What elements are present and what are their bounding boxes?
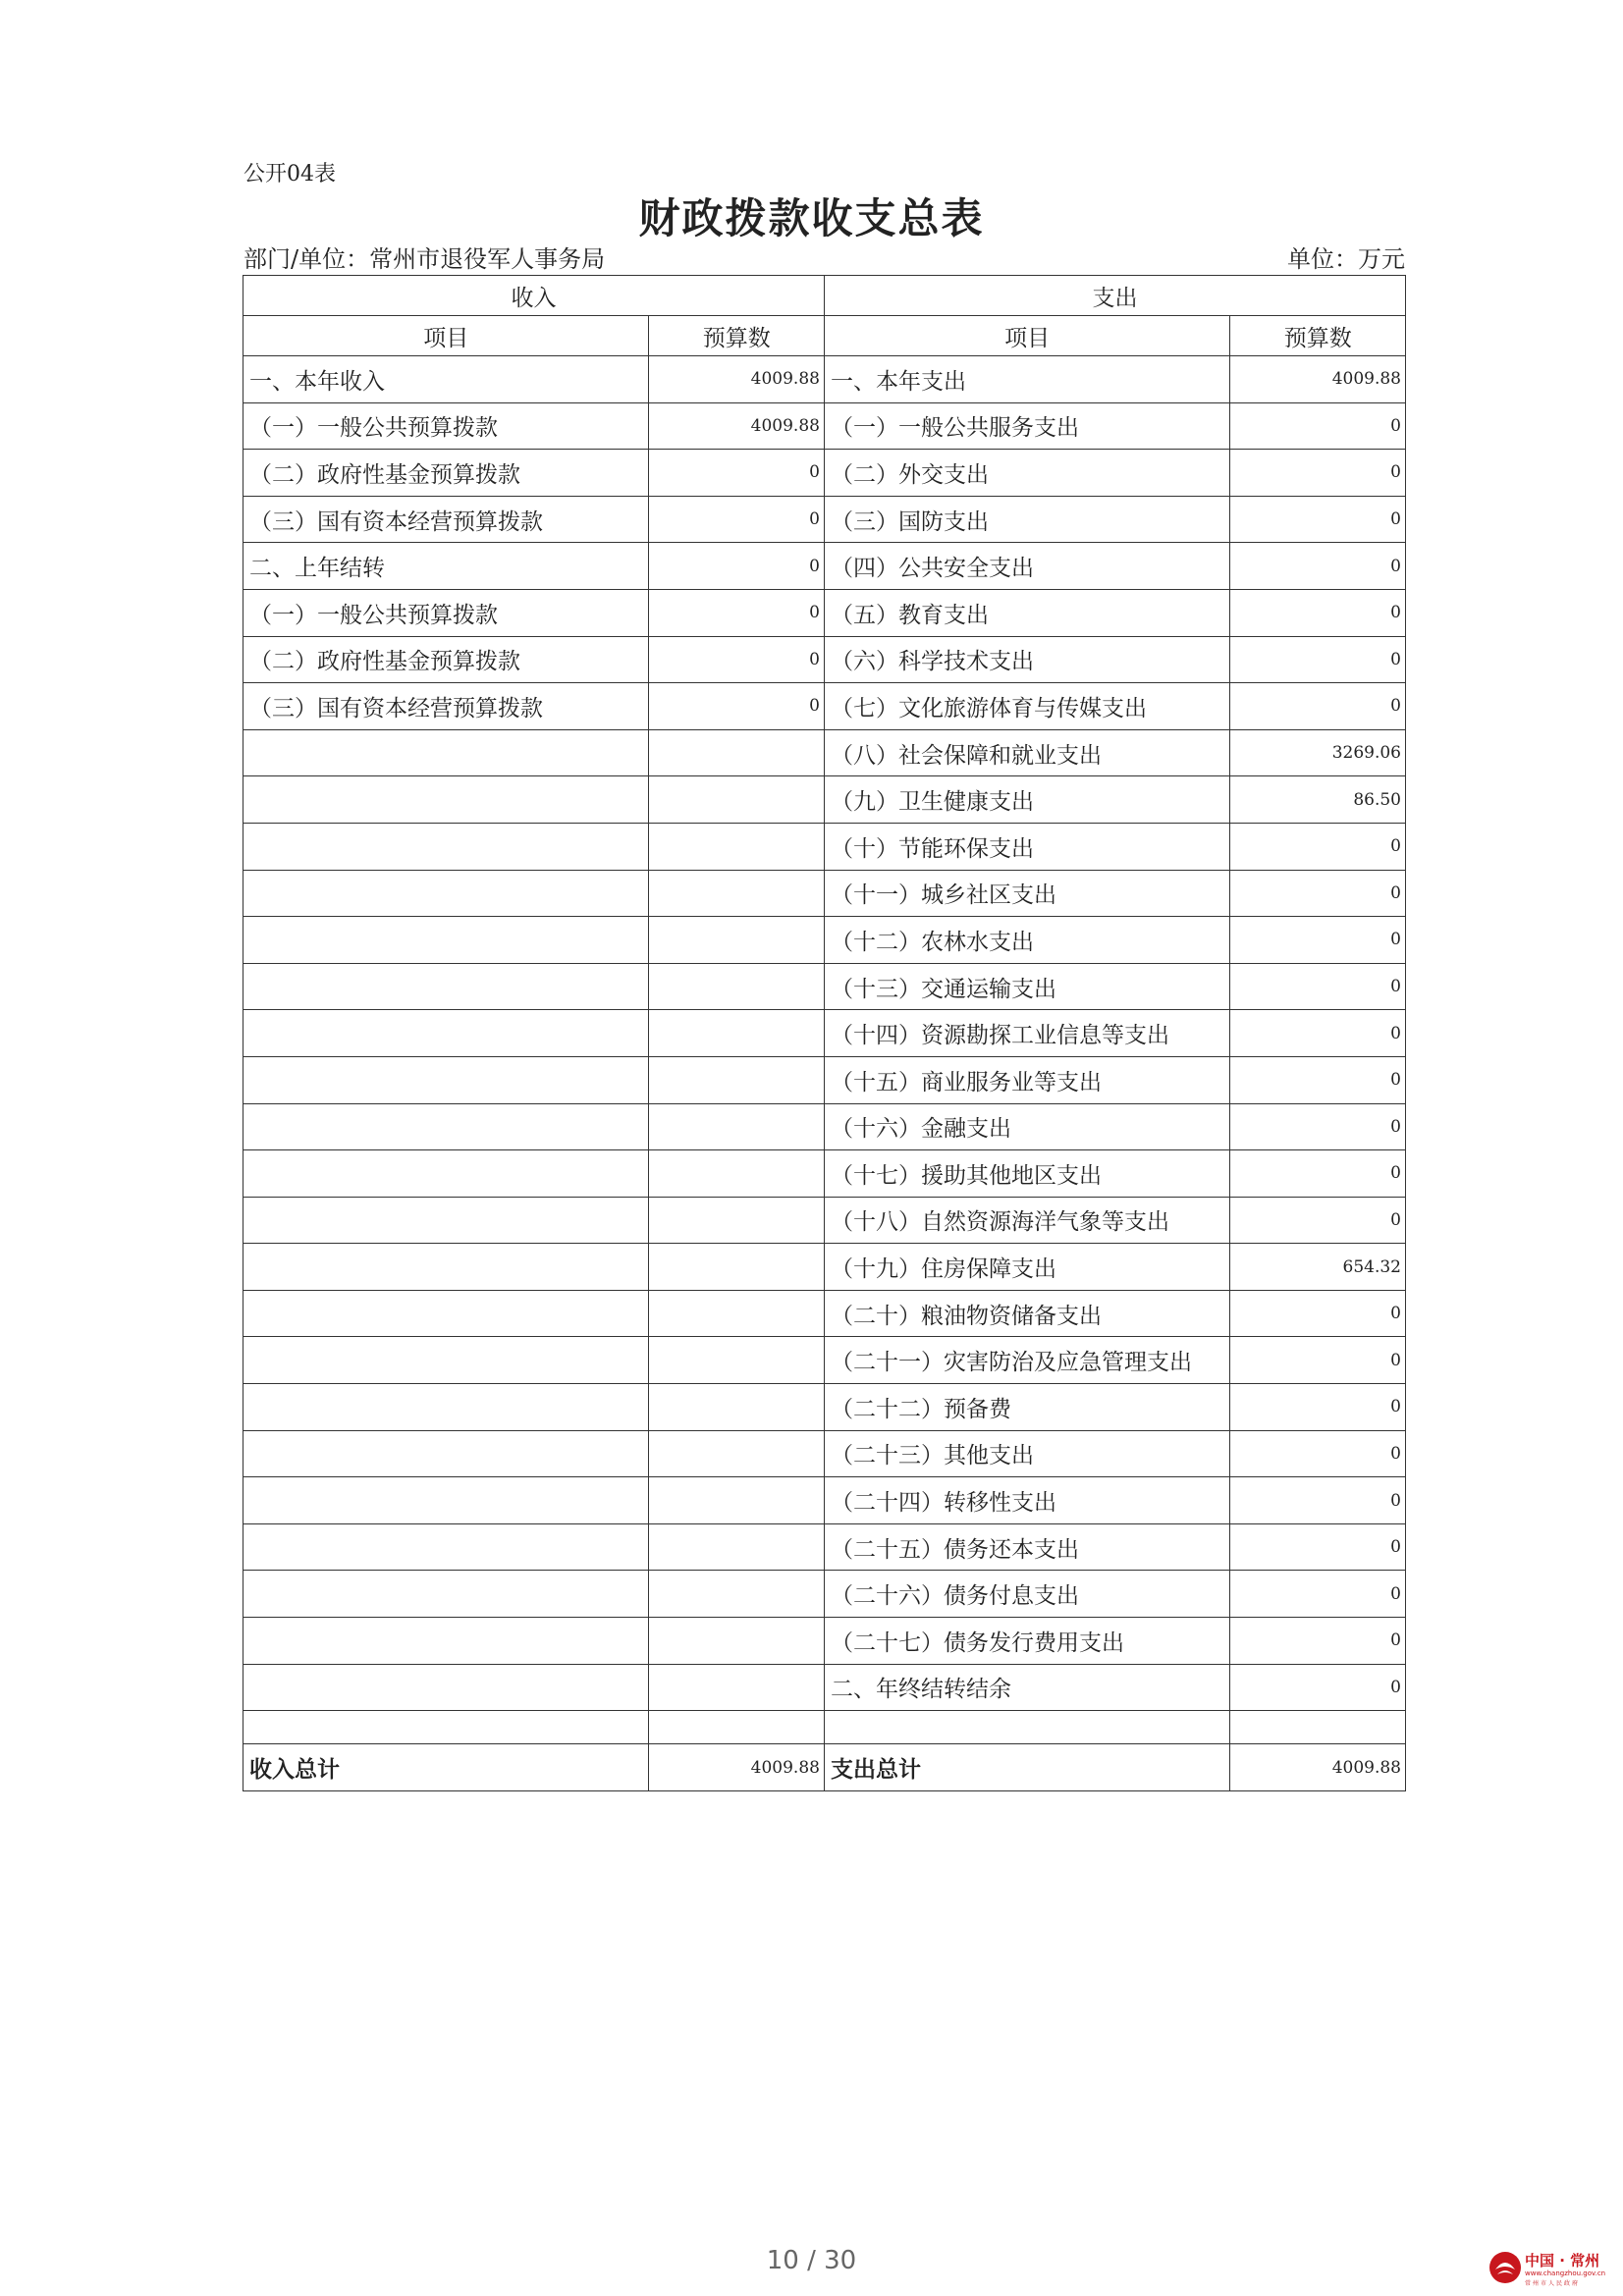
table-body (243, 276, 1406, 1791)
income-item-cell (243, 1010, 649, 1057)
income-amount-cell: 0 (649, 543, 825, 590)
table-row (243, 496, 1406, 543)
income-amount-cell: 0 (649, 496, 825, 543)
expense-item-cell: （十八）自然资源海洋气象等支出 (824, 1197, 1229, 1244)
income-amount-cell (649, 1197, 825, 1244)
income-amount-cell: 4009.88 (649, 402, 825, 450)
expense-amount-cell: 0 (1230, 1664, 1406, 1711)
expense-amount-cell: 0 (1230, 1290, 1406, 1337)
income-item-header: 项目 (243, 316, 649, 356)
table-row (243, 963, 1406, 1010)
page-number: 10 / 30 (766, 2246, 857, 2275)
income-amount-cell (649, 1290, 825, 1337)
expense-item-cell: 二、年终结转结余 (824, 1664, 1229, 1711)
table-row (243, 1197, 1406, 1244)
expense-item-cell: （九）卫生健康支出 (824, 776, 1229, 824)
table-row (243, 683, 1406, 730)
income-item-cell: （二）政府性基金预算拨款 (243, 450, 649, 497)
income-amount-cell: 0 (649, 589, 825, 636)
table-row (243, 1477, 1406, 1524)
expense-amount-cell: 0 (1230, 1197, 1406, 1244)
income-item-cell: 二、上年结转 (243, 543, 649, 590)
budget-table (243, 275, 1406, 1791)
expense-amount-cell: 0 (1230, 1056, 1406, 1103)
expense-amount-cell: 0 (1230, 543, 1406, 590)
income-item-cell (243, 1337, 649, 1384)
expense-amount-cell: 0 (1230, 1430, 1406, 1477)
income-amount-cell: 0 (649, 636, 825, 683)
income-amount-cell (649, 1664, 825, 1711)
table-row (243, 356, 1406, 403)
table-row (243, 450, 1406, 497)
income-item-cell (243, 963, 649, 1010)
income-amount-cell (649, 1430, 825, 1477)
expense-item-cell: （五）教育支出 (824, 589, 1229, 636)
table-row (243, 823, 1406, 870)
expense-item-cell: （十六）金融支出 (824, 1103, 1229, 1150)
expense-item-cell: （二十三）其他支出 (824, 1430, 1229, 1477)
expense-item-cell: （十）节能环保支出 (824, 823, 1229, 870)
logo-tagline: 常州市人民政府 (1525, 2280, 1581, 2287)
income-item-cell (243, 729, 649, 776)
income-amount-cell (649, 1384, 825, 1431)
table-row (243, 543, 1406, 590)
expense-item-cell: （三）国防支出 (824, 496, 1229, 543)
income-item-cell (243, 1244, 649, 1291)
expense-item-cell: （二十四）转移性支出 (824, 1477, 1229, 1524)
table-row (243, 1010, 1406, 1057)
expense-item-cell: （二十七）债务发行费用支出 (824, 1618, 1229, 1665)
expense-item-cell: （一）一般公共服务支出 (824, 402, 1229, 450)
expense-item-cell: （十五）商业服务业等支出 (824, 1056, 1229, 1103)
expense-amount-cell: 4009.88 (1230, 356, 1406, 403)
expense-item-cell: （二十二）预备费 (824, 1384, 1229, 1431)
expense-item-cell: （二十五）债务还本支出 (824, 1523, 1229, 1571)
expense-amount-cell: 0 (1230, 496, 1406, 543)
income-group-header: 收入 (243, 276, 825, 316)
table-row (243, 1337, 1406, 1384)
expense-item-cell: （二十六）债务付息支出 (824, 1571, 1229, 1618)
income-item-cell (243, 1430, 649, 1477)
income-amount-cell (649, 776, 825, 824)
expense-amount-cell: 0 (1230, 917, 1406, 964)
expense-item-cell: （七）文化旅游体育与传媒支出 (824, 683, 1229, 730)
expense-item-cell: （二）外交支出 (824, 450, 1229, 497)
expense-item-cell: （十七）援助其他地区支出 (824, 1150, 1229, 1198)
column-header-row (243, 316, 1406, 356)
income-item-cell: （一）一般公共预算拨款 (243, 402, 649, 450)
table-row (243, 1056, 1406, 1103)
expense-item-cell: （十四）资源勘探工业信息等支出 (824, 1010, 1229, 1057)
income-amount-cell (649, 1010, 825, 1057)
income-amount-cell (649, 1103, 825, 1150)
expense-item-cell: 一、本年支出 (824, 356, 1229, 403)
income-amount-cell (649, 1523, 825, 1571)
expense-group-header: 支出 (824, 276, 1405, 316)
expense-amount-cell: 0 (1230, 450, 1406, 497)
income-amount-cell (649, 1337, 825, 1384)
table-row (243, 589, 1406, 636)
page-title: 财政拨款收支总表 (638, 194, 985, 242)
expense-amount-cell: 0 (1230, 1618, 1406, 1665)
table-row (243, 870, 1406, 917)
table-row (243, 1150, 1406, 1198)
expense-amount-cell: 0 (1230, 870, 1406, 917)
table-row (243, 1384, 1406, 1431)
logo-emblem-icon (1488, 2250, 1523, 2285)
blank-cell (243, 1711, 649, 1744)
blank-cell (824, 1711, 1229, 1744)
logo-url: www.changzhou.gov.cn (1525, 2269, 1606, 2277)
income-amount-cell (649, 963, 825, 1010)
income-item-cell (243, 870, 649, 917)
table-row (243, 1103, 1406, 1150)
income-item-cell (243, 1290, 649, 1337)
income-amount-cell (649, 1150, 825, 1198)
income-amount-cell: 0 (649, 450, 825, 497)
income-amount-cell (649, 729, 825, 776)
income-item-cell (243, 1618, 649, 1665)
income-item-cell: （一）一般公共预算拨款 (243, 589, 649, 636)
income-amount-cell (649, 917, 825, 964)
logo-text: 中国 · 常州 (1525, 2252, 1600, 2269)
expense-amount-cell: 0 (1230, 963, 1406, 1010)
income-item-cell (243, 1056, 649, 1103)
income-amount-cell (649, 1477, 825, 1524)
blank-row (243, 1711, 1406, 1744)
expense-item-cell: （二十一）灾害防治及应急管理支出 (824, 1337, 1229, 1384)
table-row (243, 1290, 1406, 1337)
table-row (243, 1430, 1406, 1477)
income-item-cell (243, 776, 649, 824)
income-amount-cell (649, 823, 825, 870)
expense-item-cell: （十三）交通运输支出 (824, 963, 1229, 1010)
income-amount-cell (649, 870, 825, 917)
expense-amount-cell: 0 (1230, 1384, 1406, 1431)
group-header-row (243, 276, 1406, 316)
expense-item-cell: （十二）农林水支出 (824, 917, 1229, 964)
income-item-cell (243, 1523, 649, 1571)
expense-amount-cell: 654.32 (1230, 1244, 1406, 1291)
expense-total-amount: 4009.88 (1230, 1744, 1406, 1791)
table-row (243, 402, 1406, 450)
income-amount-cell (649, 1571, 825, 1618)
table-row (243, 1523, 1406, 1571)
expense-amount-cell: 0 (1230, 636, 1406, 683)
expense-amount-cell: 0 (1230, 683, 1406, 730)
income-item-cell (243, 1103, 649, 1150)
expense-item-cell: （四）公共安全支出 (824, 543, 1229, 590)
expense-amount-cell: 0 (1230, 1337, 1406, 1384)
income-item-cell: （三）国有资本经营预算拨款 (243, 496, 649, 543)
expense-item-cell: （十九）住房保障支出 (824, 1244, 1229, 1291)
blank-cell (1230, 1711, 1406, 1744)
income-amount-cell (649, 1056, 825, 1103)
expense-amount-cell: 0 (1230, 1150, 1406, 1198)
expense-amount-cell: 0 (1230, 1523, 1406, 1571)
form-code: 公开04表 (243, 162, 336, 187)
expense-amount-cell: 3269.06 (1230, 729, 1406, 776)
income-item-cell (243, 917, 649, 964)
income-amount-cell (649, 1244, 825, 1291)
expense-item-cell: （八）社会保障和就业支出 (824, 729, 1229, 776)
table-row (243, 729, 1406, 776)
income-budget-header: 预算数 (649, 316, 825, 356)
expense-item-cell: （六）科学技术支出 (824, 636, 1229, 683)
income-item-cell: （三）国有资本经营预算拨款 (243, 683, 649, 730)
table-row (243, 1664, 1406, 1711)
table-row (243, 636, 1406, 683)
expense-amount-cell: 0 (1230, 402, 1406, 450)
table-row (243, 1571, 1406, 1618)
income-item-cell (243, 1477, 649, 1524)
income-amount-cell: 0 (649, 683, 825, 730)
expense-amount-cell: 0 (1230, 1571, 1406, 1618)
income-item-cell (243, 1384, 649, 1431)
income-amount-cell (649, 1618, 825, 1665)
income-item-cell (243, 1571, 649, 1618)
income-total-label: 收入总计 (243, 1744, 649, 1791)
total-row (243, 1744, 1406, 1791)
income-amount-cell: 4009.88 (649, 356, 825, 403)
income-item-cell (243, 1150, 649, 1198)
expense-total-label: 支出总计 (824, 1744, 1229, 1791)
expense-amount-cell: 86.50 (1230, 776, 1406, 824)
unit-label: 单位：万元 (1287, 245, 1405, 273)
expense-amount-cell: 0 (1230, 1477, 1406, 1524)
table-row (243, 917, 1406, 964)
site-logo[interactable] (1488, 2248, 1613, 2291)
expense-item-cell: （十一）城乡社区支出 (824, 870, 1229, 917)
table-row (243, 1244, 1406, 1291)
expense-amount-cell: 0 (1230, 823, 1406, 870)
blank-cell (649, 1711, 825, 1744)
expense-item-cell: （二十）粮油物资储备支出 (824, 1290, 1229, 1337)
table-row (243, 776, 1406, 824)
income-item-cell (243, 823, 649, 870)
income-item-cell (243, 1197, 649, 1244)
expense-amount-cell: 0 (1230, 1010, 1406, 1057)
income-item-cell (243, 1664, 649, 1711)
expense-amount-cell: 0 (1230, 589, 1406, 636)
income-total-amount: 4009.88 (649, 1744, 825, 1791)
expense-amount-cell: 0 (1230, 1103, 1406, 1150)
income-item-cell: 一、本年收入 (243, 356, 649, 403)
expense-item-header: 项目 (824, 316, 1229, 356)
income-item-cell: （二）政府性基金预算拨款 (243, 636, 649, 683)
expense-budget-header: 预算数 (1230, 316, 1406, 356)
department-label: 部门/单位：常州市退役军人事务局 (243, 245, 606, 273)
table-row (243, 1618, 1406, 1665)
